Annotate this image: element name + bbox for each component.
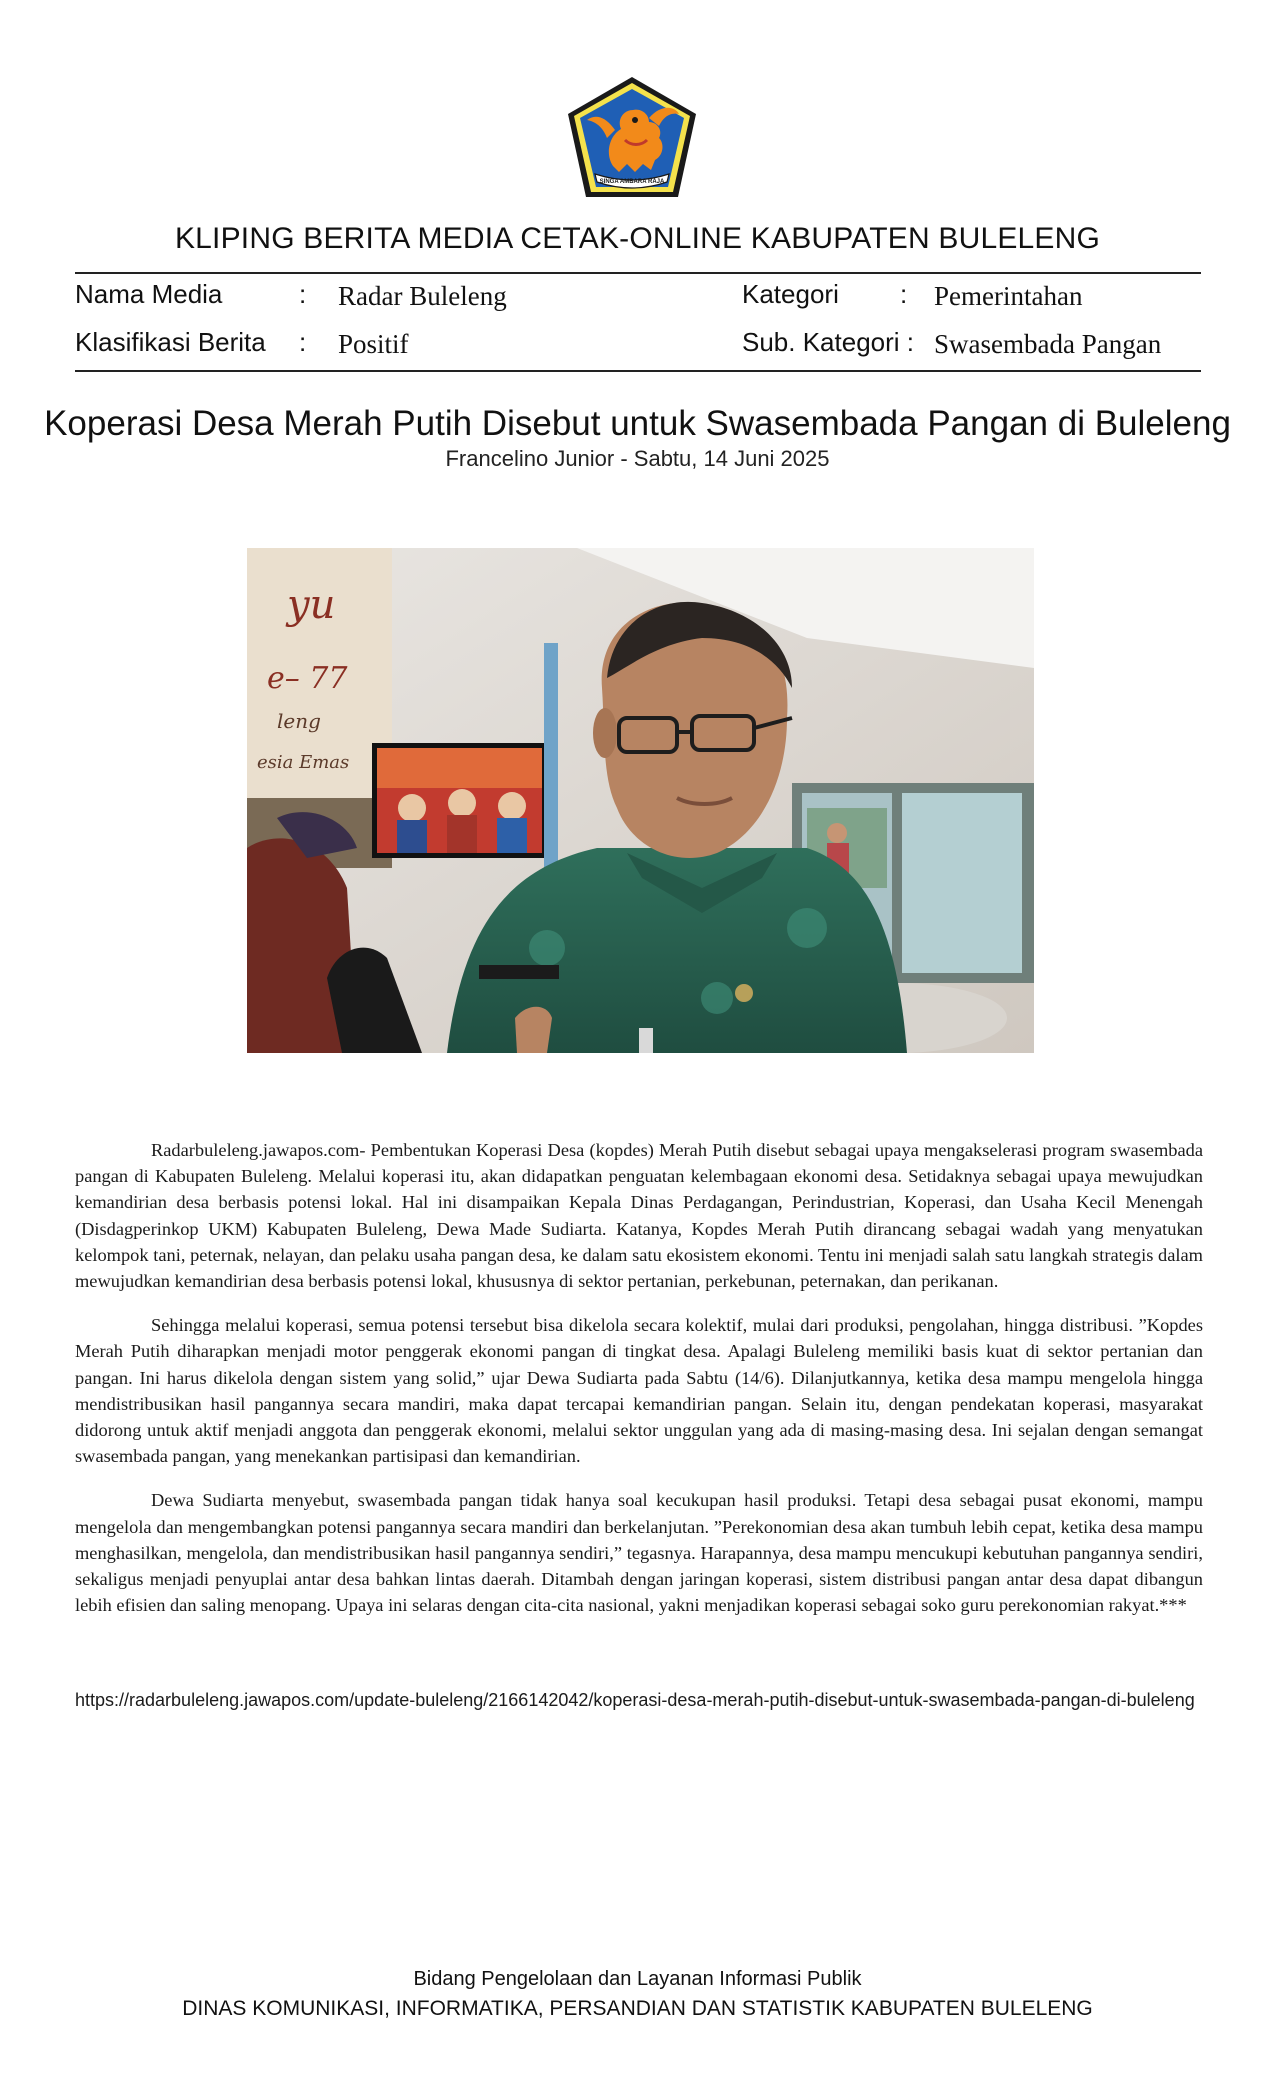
article-byline: Francelino Junior - Sabtu, 14 Juni 2025 bbox=[445, 446, 830, 471]
footer-division: Bidang Pengelolaan dan Layanan Informasi Publik bbox=[413, 1968, 862, 1990]
article-source-link[interactable]: https://radarbuleleng.jawapos.com/update-buleleng/2166142042/koperasi-desa-merah-putih-disebut-untuk-swasembada-pangan-di-buleleng bbox=[75, 1690, 1195, 1710]
news-classification-label: Klasifikasi Berita bbox=[75, 327, 266, 357]
category-separator: : bbox=[900, 279, 908, 309]
svg-text:yu: yu bbox=[287, 582, 336, 628]
crest-motto: SINGA AMBARA RAJA bbox=[599, 179, 665, 185]
article-paragraph-3: Dewa Sudiarta menyebut, swasembada pangan tidak hanya soal kecukupan hasil produksi. Tetapi desa sebagai pusat ekonomi, mampu mengelola dan mengembangkan potensi pangannya secara mandiri dan berkelanjutan. ”Perekonomian desa akan tumbuh lebih cepat, ketika desa mampu menghasilkan, mengelola, dan mendistribusikan hasil pangannya sendiri,” tegasnya. Harapannya, desa mampu mencukupi kebutuhan pangannya sendiri, sekaligus menjadi penyuplai antar desa bahkan lintas daerah. Ditambah dengan jaringan koperasi, sistem distribusi pangan antar desa dapat dibangun lebih efisien dan saling menopang. Upaya ini selaras dengan cita-cita nasional, yakni menjadikan koperasi sebagai soko guru perekonomian rakyat.*** bbox=[75, 1490, 1203, 1616]
sub-category-value: Swasembada Pangan bbox=[934, 329, 1162, 359]
svg-text:esia Emas: esia Emas bbox=[257, 752, 350, 773]
svg-text:e– 77: e– 77 bbox=[267, 661, 348, 696]
category-value: Pemerintahan bbox=[934, 281, 1083, 311]
article-paragraph-2: Sehingga melalui koperasi, semua potensi tersebut bisa dikelola secara kolektif, mulai dari produksi, pengolahan, hingga distribusi. ”Kopdes Merah Putih diharapkan menjadi motor penggerak ekonomi pangan di tingkat desa. Apalagi Buleleng memiliki basis kuat di sektor pertanian dan pangan. Ini harus dikelola dengan sistem yang solid,” ujar Dewa Sudiarta pada Sabtu (14/6). Dilanjutkannya, ketika desa mampu mengelola hingga mendistribusikan hasil pangannya secara mandiri, maka dapat tercapai kemandirian pangan. Selain itu, dengan pendekatan koperasi, masyarakat didorong untuk aktif menjadi anggota dan penggerak ekonomi, melalui sektor unggulan yang ada di masing-masing desa. Ini sejalan dengan semangat swasembada pangan, yang menekankan partisipasi dan kemandirian. bbox=[75, 1315, 1203, 1467]
sub-category-label: Sub. Kategori : bbox=[742, 327, 914, 357]
header-bottom-rule bbox=[75, 370, 1201, 372]
article-body bbox=[75, 1137, 1203, 1636]
clipping-header-title: KLIPING BERITA MEDIA CETAK-ONLINE KABUPATEN BULELENG bbox=[174, 222, 1101, 255]
article-title: Koperasi Desa Merah Putih Disebut untuk Swasembada Pangan di Buleleng bbox=[44, 404, 1231, 443]
media-name-separator: : bbox=[299, 279, 307, 309]
article-paragraph-1: Radarbuleleng.jawapos.com- Pembentukan Koperasi Desa (kopdes) Merah Putih disebut sebagai upaya mengakselerasi program swasembada pangan di Kabupaten Buleleng. Melalui koperasi itu, akan didapatkan penguatan kelembagaan ekonomi desa. Setidaknya sebagai upaya mewujudkan kemandirian desa berbasis potensi lokal. Hal ini disampaikan Kepala Dinas Perdagangan, Perindustrian, Koperasi, dan Usaha Kecil Menengah (Disdagperinkop UKM) Kabupaten Buleleng, Dewa Made Sudiarta. Katanya, Kopdes Merah Putih dirancang sebagai wadah yang menyatukan kelompok tani, peternak, nelayan, dan pelaku usaha pangan desa, ke dalam satu ekosistem ekonomi. Tentu ini menjadi salah satu langkah strategis dalam mewujudkan kemandirian desa berbasis potensi lokal, khususnya di sektor pertanian, perkebunan, peternakan, dan perikanan. bbox=[75, 1140, 1203, 1292]
news-classification-separator: : bbox=[299, 327, 307, 357]
header-top-rule bbox=[75, 272, 1201, 274]
news-classification-value: Positif bbox=[338, 329, 409, 359]
media-name-label: Nama Media bbox=[75, 279, 223, 309]
category-label: Kategori bbox=[742, 279, 839, 309]
svg-text:leng: leng bbox=[277, 709, 321, 733]
footer-department: DINAS KOMUNIKASI, INFORMATIKA, PERSANDIAN DAN STATISTIK KABUPATEN BULELENG bbox=[182, 1997, 1093, 2020]
news-photo-official-interview-icon bbox=[247, 548, 1034, 1053]
media-name-value: Radar Buleleng bbox=[338, 281, 507, 311]
buleleng-regency-crest-icon bbox=[565, 74, 699, 200]
